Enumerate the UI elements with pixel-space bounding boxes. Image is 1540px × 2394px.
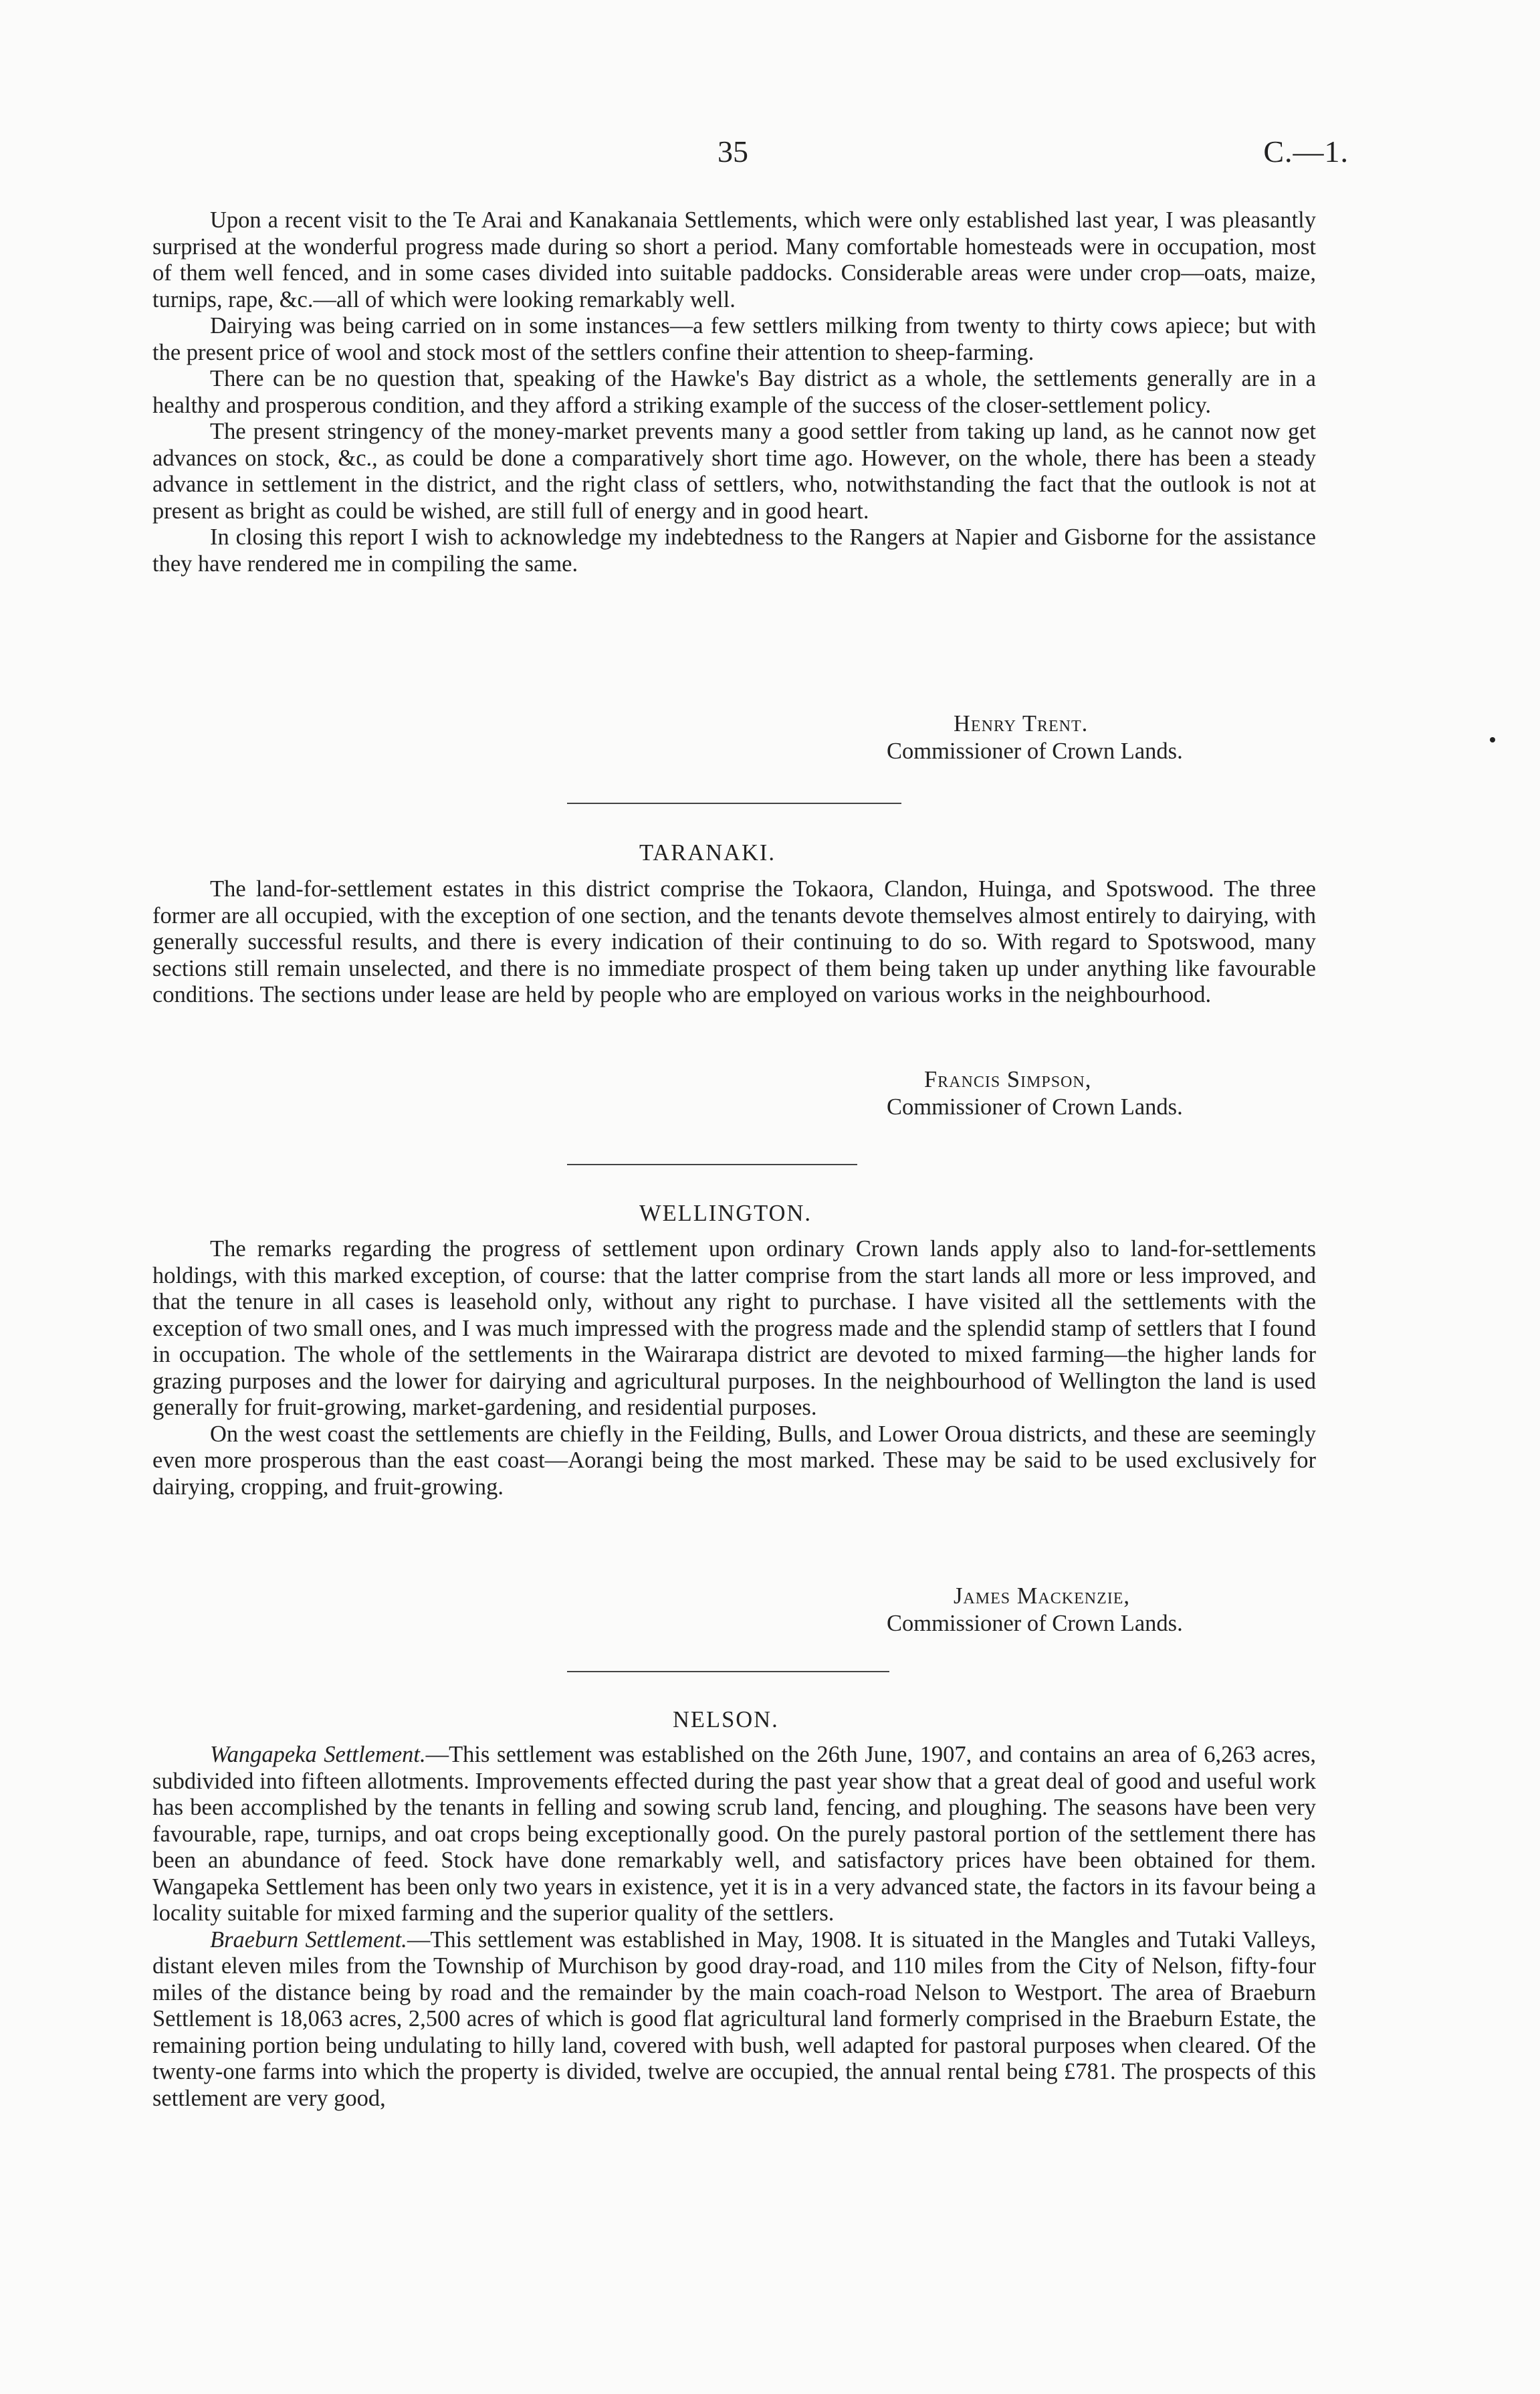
signature-title: Commissioner of Crown Lands. — [887, 738, 1183, 764]
margin-dot — [1490, 737, 1495, 742]
paragraph: There can be no question that, speaking of the Hawke's Bay district as a whole, the settlements generally are in a healthy and prosperous condition, and they afford a striking example of the success of the closer-settlement policy. — [152, 366, 1316, 418]
signature-block — [887, 1583, 1183, 1637]
hawkes-bay-section — [152, 207, 1316, 577]
paragraph: The remarks regarding the progress of settlement upon ordinary Crown lands apply also to land-for-settlements holdings, with this marked exception, of course: that the latter comprise from the start lands all more or less improved, and that the tenure in all cases is leasehold only, without any right to purchase. I have visited all the settlements with the exception of two small ones, and I was much impressed with the progress made and the splendid stamp of settlers that I found in occupation. The whole of the settlements in the Wairarapa district are devoted to mixed farming—the higher lands for grazing purposes and the lower for dairying and agricultural purposes. In the neighbourhood of Wellington the land is used generally for fruit-growing, market-gardening, and residential purposes. — [152, 1236, 1316, 1420]
paper-code: C.—1. — [1263, 134, 1349, 169]
paragraph — [152, 1742, 1316, 1927]
section-heading: NELSON. — [673, 1707, 779, 1732]
wellington-section — [152, 1236, 1316, 1500]
section-heading: WELLINGTON. — [639, 1201, 812, 1226]
paragraph: Upon a recent visit to the Te Arai and Kanakanaia Settlements, which were only established last year, I was pleasantly surprised at the wonderful progress made during so short a period. Many comfortable homesteads were in occupation, most of them well fenced, and in some cases divided into suitable paddocks. Considerable areas were under crop—oats, maize, turnips, rape, &c.—all of which were looking remarkably well. — [152, 207, 1316, 312]
settlement-name: Braeburn Settlement. — [210, 1926, 407, 1953]
signature-block — [887, 1066, 1183, 1121]
paragraph: The land-for-settlement estates in this district comprise the Tokaora, Clandon, Huinga, and Spotswood. The three former are all occupied, with the exception of one section, and the tenants devote themselves almost entirely to dairying, with generally successful results, and there is every indication of their continuing to do so. With regard to Spotswood, many sections still remain unselected, and there is no immediate prospect of them being taken up under anything like favourable conditions. The sections under lease are held by people who are employed on various works in the neighbourhood. — [152, 876, 1316, 1007]
section-divider — [567, 1671, 889, 1672]
signature-name: Francis Simpson, — [924, 1067, 1092, 1092]
section-heading: TARANAKI. — [639, 840, 776, 866]
page-number: 35 — [718, 134, 748, 169]
section-divider — [567, 803, 901, 804]
paragraph: The present stringency of the money-market prevents many a good settler from taking up land, as he cannot now get advances on stock, &c., as could be done a comparatively short time ago. However, on the whole, there has been a steady advance in settlement in the district, and the right class of settlers, who, notwithstanding the fact that the outlook is not at present as bright as could be wished, are still full of energy and in good heart. — [152, 419, 1316, 524]
settlement-text: —This settlement was established in May, 1908. It is situated in the Mangles and Tutaki Valleys, distant eleven miles from the Township of Murchison by good dray-road, and 110 miles from the City of Nelson, fifty-four miles of the distance being by road and the remainder by the main coach-road Nelson to Westport. The area of Braeburn Settlement is 18,063 acres, 2,500 acres of which is good flat agricultural land formerly comprised in the Braeburn Estate, the remaining portion being undulating to hilly land, covered with bush, well adapted for pastoral purposes when cleared. Of the twenty-one farms into which the property is divided, twelve are occupied, the annual rental being £781. The prospects of this settlement are very good, — [152, 1926, 1316, 2111]
signature-block — [887, 710, 1183, 765]
nelson-section — [152, 1742, 1316, 2112]
settlement-name: Wangapeka Settlement. — [210, 1742, 426, 1767]
taranaki-section — [152, 876, 1316, 1009]
signature-title: Commissioner of Crown Lands. — [887, 1611, 1183, 1636]
paragraph: In closing this report I wish to acknowledge my indebtedness to the Rangers at Napier and Gisborne for the assistance they have rendered me in compiling the same. — [152, 524, 1316, 577]
signature-name: Henry Trent. — [954, 711, 1089, 736]
paragraph: Dairying was being carried on in some instances—a few settlers milking from twenty to thirty cows apiece; but with the present price of wool and stock most of the settlers confine their attention to sheep-farming. — [152, 313, 1316, 365]
section-divider — [567, 1164, 857, 1165]
signature-name: James Mackenzie, — [954, 1583, 1131, 1609]
paragraph — [152, 1927, 1316, 2112]
settlement-text: —This settlement was established on the 26th June, 1907, and contains an area of 6,263 acres, subdivided into fifteen allotments. Improvements effected during the past year show that a great deal of good and useful work has been accomplished by the tenants in felling and sowing scrub land, fencing, and ploughing. The seasons have been very favourable, rape, turnips, and oat crops being exceptionally good. On the purely pastoral portion of the settlement there has been an abundance of feed. Stock have done remarkably well, and satisfactory prices have been obtained for them. Wangapeka Settlement has been only two years in existence, yet it is in a very advanced state, the factors in its favour being a locality suitable for mixed farming and the superior quality of the settlers. — [152, 1742, 1316, 1926]
signature-title: Commissioner of Crown Lands. — [887, 1094, 1183, 1120]
paragraph: On the west coast the settlements are chiefly in the Feilding, Bulls, and Lower Oroua districts, and these are seemingly even more prosperous than the east coast—Aorangi being the most marked. These may be said to be used exclusively for dairying, cropping, and fruit-growing. — [152, 1421, 1316, 1500]
